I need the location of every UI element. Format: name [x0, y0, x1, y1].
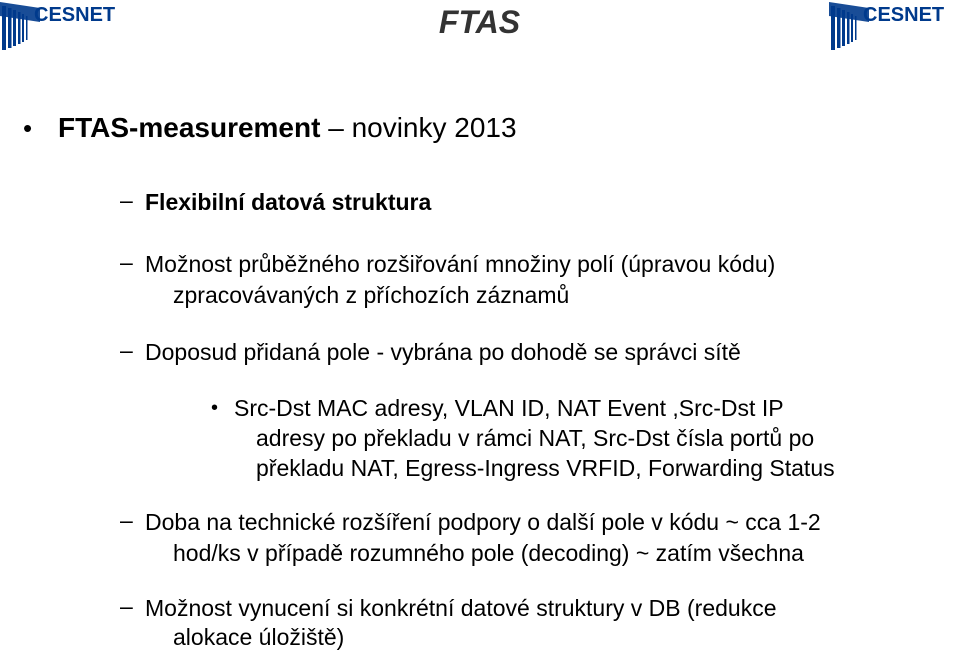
item-flexible-structure: Flexibilní datová struktura	[145, 189, 432, 215]
item-added-fields: Doposud přidaná pole - vybrána po dohodě se správci sítě	[145, 339, 741, 365]
item-duration-line-1: Doba na technické rozšíření podpory o další pole v kódu ~ cca 1-2	[145, 509, 821, 535]
heading-rest: – novinky 2013	[320, 112, 517, 143]
main-bullet-heading	[58, 110, 517, 146]
nested-line-2: adresy po překladu v rámci NAT, Src-Dst čísla portů po	[256, 425, 815, 451]
nested-line-1: Src-Dst MAC adresy, VLAN ID, NAT Event ,Src-Dst IP	[234, 395, 784, 421]
dash-bullet: –	[120, 507, 133, 533]
item-extension-line-1: Možnost průběžného rozšiřování množiny polí (úpravou kódu)	[145, 251, 776, 277]
nested-line-3: překladu NAT, Egress-Ingress VRFID, Forwarding Status	[256, 455, 835, 481]
logo-text: CESNET	[863, 4, 945, 26]
dash-bullet: –	[120, 187, 133, 213]
heading-bold: FTAS-measurement	[58, 112, 321, 143]
dash-bullet: –	[120, 249, 133, 275]
slide-title: FTAS	[438, 4, 521, 40]
dash-bullet: –	[120, 337, 133, 363]
item-enforce-line-2: alokace úložiště)	[173, 624, 345, 650]
item-duration-line-2: hod/ks v případě rozumného pole (decoding) ~ zatím všechna	[173, 540, 804, 566]
item-enforce-line-1: Možnost vynucení si konkrétní datové struktury v DB (redukce	[145, 595, 777, 621]
nested-bullet-symbol: •	[211, 397, 219, 419]
main-bullet-symbol: •	[23, 113, 33, 143]
item-extension-line-2: zpracovávaných z příchozích záznamů	[173, 282, 570, 308]
logo-text: CESNET	[34, 4, 116, 26]
dash-bullet: –	[120, 593, 133, 619]
